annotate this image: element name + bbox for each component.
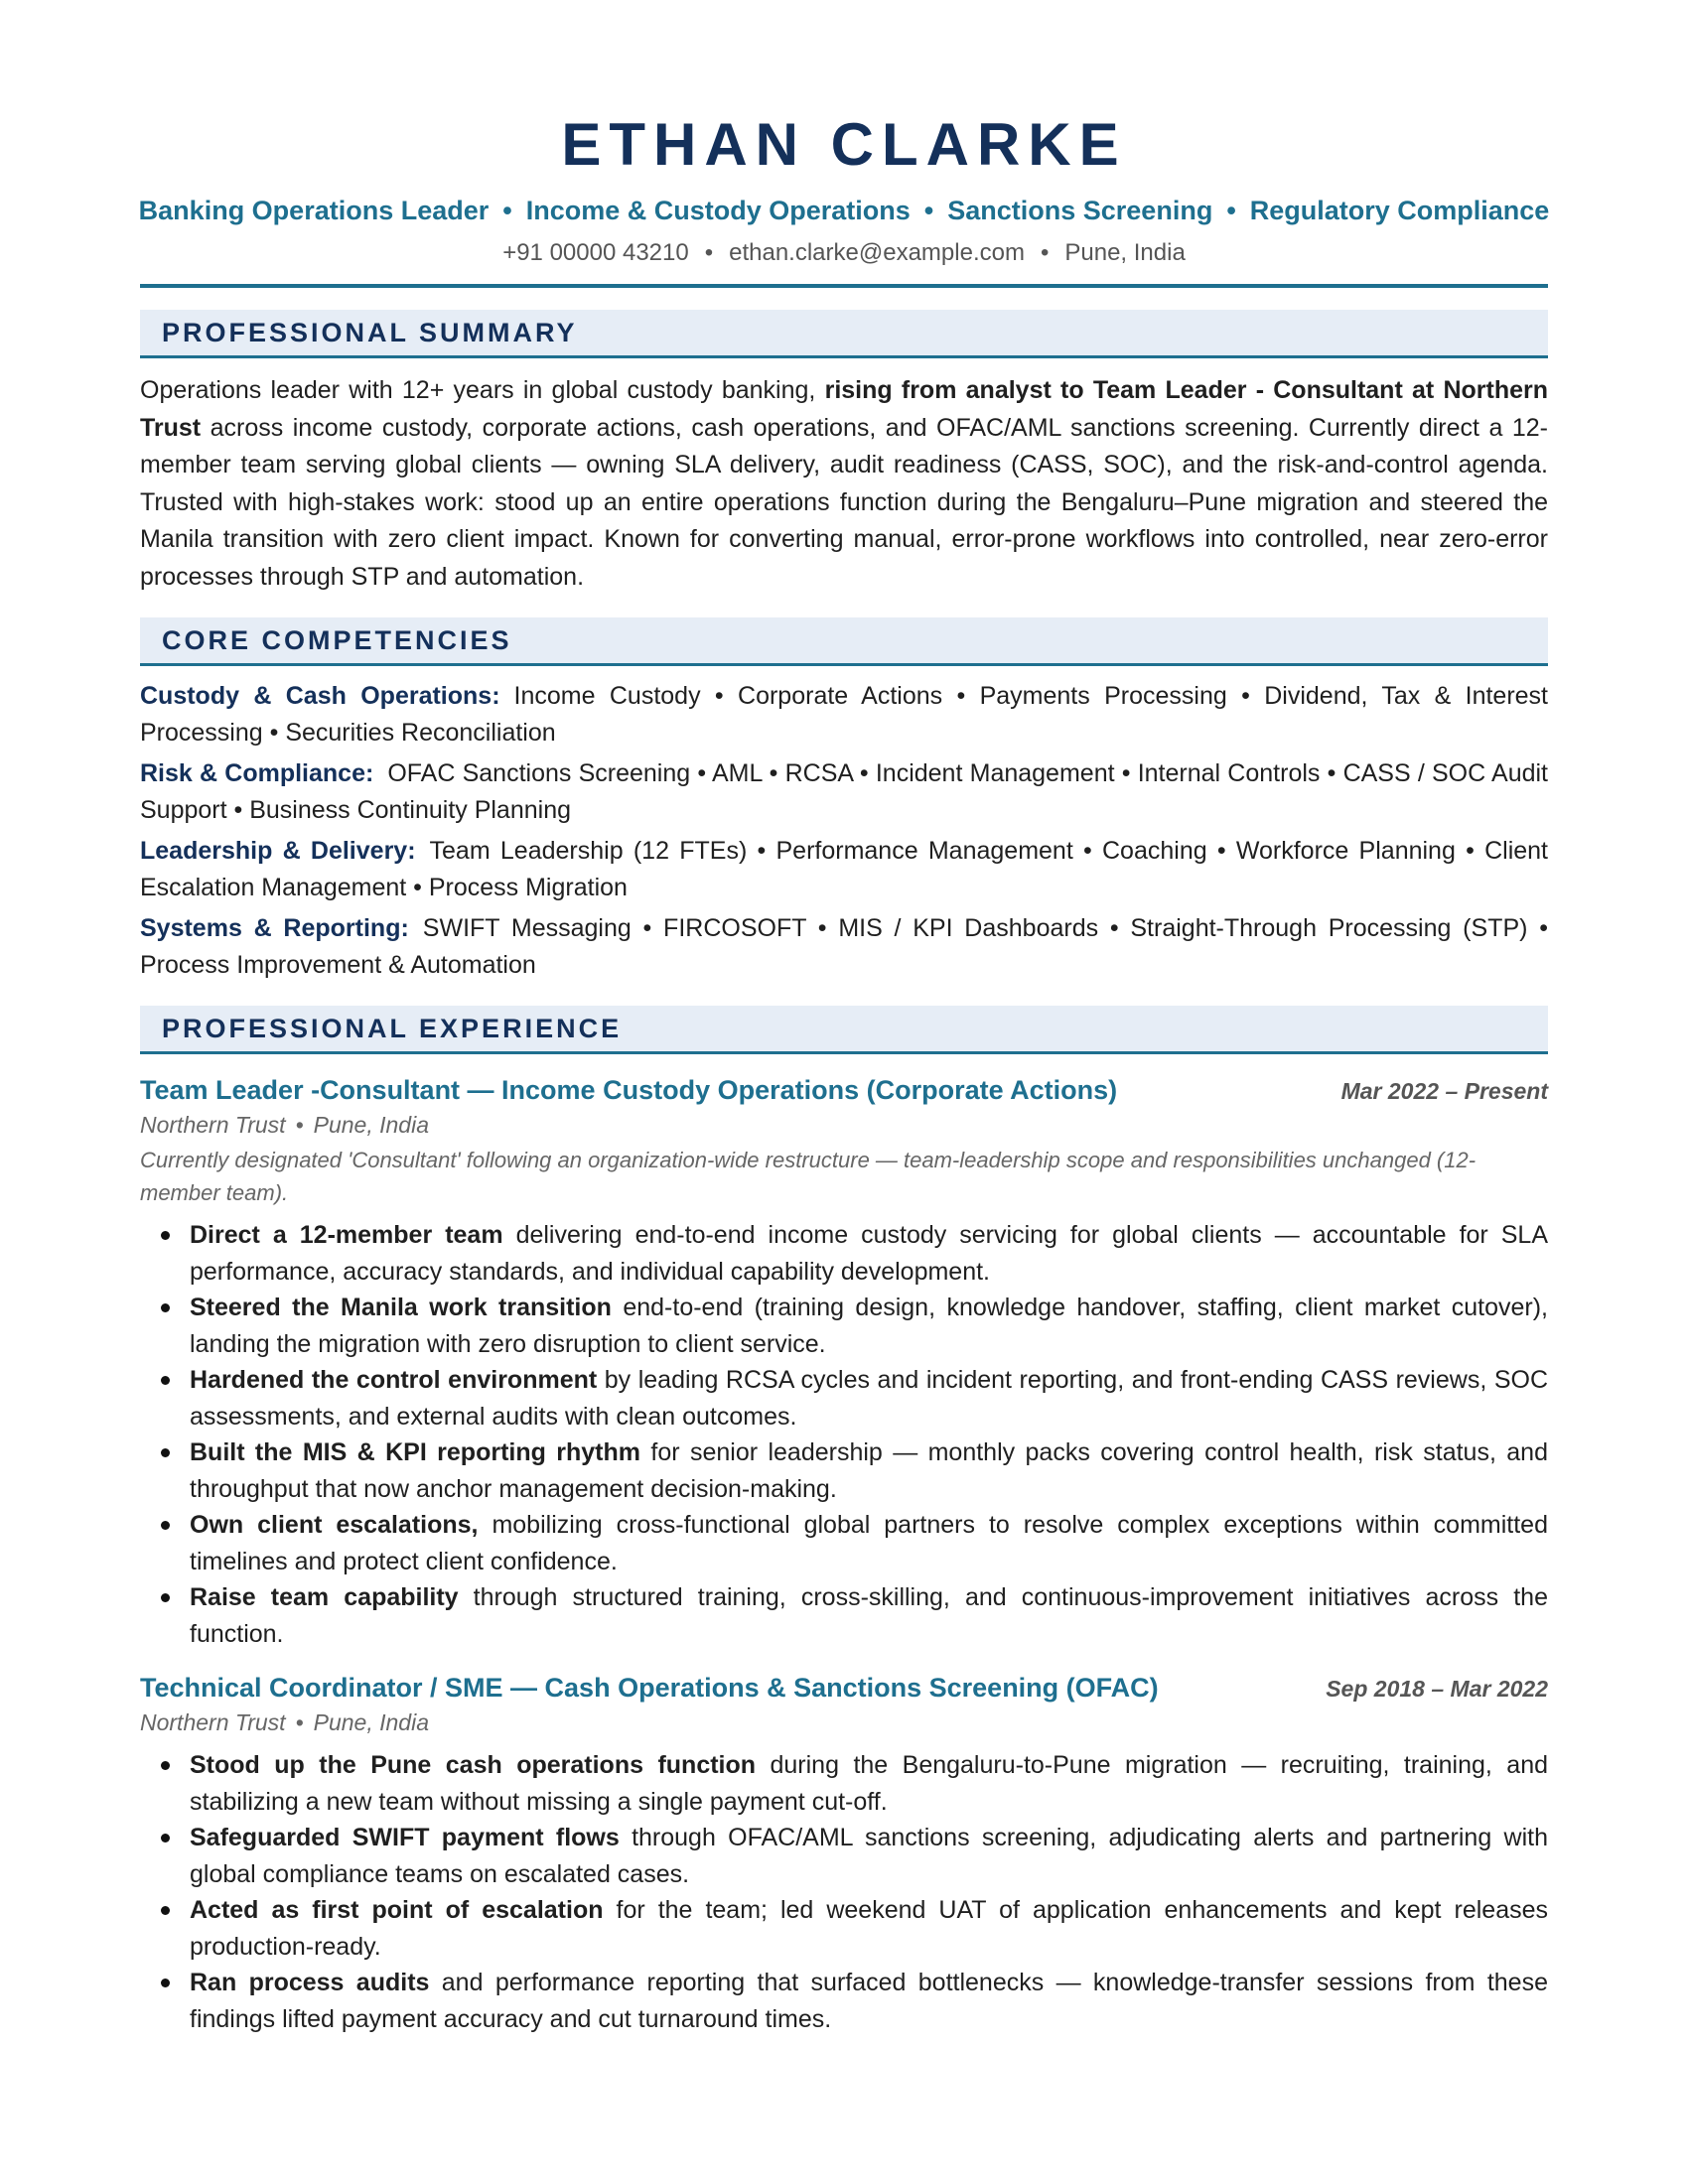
bullet-dot-icon: [161, 1593, 170, 1602]
bullet-dot-icon: [161, 1761, 170, 1770]
bullet-text: end-to-end (training design, knowledge handover, staffing, client market cutover), landing the migration with zero disruption to client service.: [190, 1294, 1548, 1358]
competency-label: Systems & Reporting:: [140, 914, 409, 942]
bullet-item: [140, 1747, 1548, 1820]
bullet-item: [140, 1290, 1548, 1362]
bullet-highlight: Stood up the Pune cash operations function: [190, 1751, 757, 1779]
job-entry: [140, 1670, 1548, 2037]
separator: •: [502, 196, 512, 225]
tagline-item: Banking Operations Leader: [138, 196, 490, 225]
competency-text: OFAC Sanctions Screening • AML • RCSA • Incident Management • Internal Controls • CASS / SOC Audit Support • Business Continuity Planning: [140, 759, 1548, 824]
bullet-text: mobilizing cross-functional global partners to resolve complex exceptions within committed timelines and protect client confidence.: [190, 1511, 1548, 1575]
candidate-name: ETHAN CLARKE: [561, 111, 1127, 178]
competency-item: [140, 678, 1548, 751]
job-location: Pune, India: [313, 1709, 429, 1735]
separator: •: [704, 239, 714, 266]
bullet-dot-icon: [161, 1906, 170, 1915]
tagline-item: Sanctions Screening: [947, 196, 1213, 225]
job-organization: [140, 1108, 1548, 1142]
job-title: Technical Coordinator / SME — Cash Operations & Sanctions Screening (OFAC): [140, 1673, 1159, 1703]
bullet-item: [140, 1892, 1548, 1965]
job-bullets: [140, 1217, 1548, 1652]
bullet-highlight: Hardened the control environment: [190, 1366, 598, 1394]
competency-text: Team Leadership (12 FTEs) • Performance Management • Coaching • Workforce Planning • Client Escalation Management • Process Migration: [140, 837, 1549, 901]
bullet-highlight: Ran process audits: [190, 1969, 430, 1996]
email[interactable]: ethan.clarke@example.com: [729, 239, 1025, 266]
tagline: [140, 193, 1548, 228]
competency-item: [140, 910, 1548, 984]
job-organization: [140, 1706, 1548, 1739]
bullet-text: during the Bengaluru-to-Pune migration — recruiting, training, and stabilizing a new team without missing a single payment cut-off.: [190, 1751, 1548, 1816]
bullet-highlight: Direct a 12-member team: [190, 1221, 503, 1249]
bullet-highlight: Safeguarded SWIFT payment flows: [190, 1824, 620, 1851]
company-name: Northern Trust: [140, 1112, 286, 1138]
competency-item: [140, 755, 1548, 829]
bullet-item: [140, 1579, 1548, 1652]
competency-label: Risk & Compliance:: [140, 759, 374, 787]
bullet-highlight: Acted as first point of escalation: [190, 1896, 604, 1924]
bullet-item: [140, 1965, 1548, 2037]
bullet-highlight: Raise team capability: [190, 1583, 459, 1611]
separator: •: [295, 1709, 304, 1735]
competency-text: Income Custody • Corporate Actions • Payments Processing • Dividend, Tax & Interest Processing • Securities Reconciliation: [140, 682, 1548, 747]
contact-line: [140, 236, 1548, 270]
summary-paragraph: [140, 372, 1548, 596]
competency-text: SWIFT Messaging • FIRCOSOFT • MIS / KPI Dashboards • Straight-Through Processing (STP) • Process Improvement & Automation: [140, 914, 1548, 979]
job-location: Pune, India: [313, 1112, 429, 1138]
bullet-dot-icon: [161, 1448, 170, 1457]
competency-label: Leadership & Delivery:: [140, 837, 416, 865]
bullet-dot-icon: [161, 1376, 170, 1385]
bullet-highlight: Built the MIS & KPI reporting rhythm: [190, 1438, 641, 1466]
summary-text: Operations leader with 12+ years in global custody banking,: [140, 376, 825, 404]
bullet-text: for senior leadership — monthly packs covering control health, risk status, and throughput that now anchor management decision-making.: [190, 1438, 1548, 1503]
bullet-item: [140, 1507, 1548, 1579]
job-dates: Mar 2022 – Present: [1340, 1078, 1548, 1104]
job-header: [140, 1670, 1548, 1706]
bullet-highlight: Steered the Manila work transition: [190, 1294, 612, 1321]
bullet-text: delivering end-to-end income custody servicing for global clients — accountable for SLA performance, accuracy standards, and individual capability development.: [190, 1221, 1548, 1286]
bullet-highlight: Own client escalations,: [190, 1511, 479, 1539]
bullet-dot-icon: [161, 1303, 170, 1312]
tagline-item: Regulatory Compliance: [1249, 196, 1550, 225]
bullet-text: through structured training, cross-skilling, and continuous-improvement initiatives across the function.: [190, 1583, 1548, 1648]
bullet-item: [140, 1820, 1548, 1892]
separator: •: [1040, 239, 1050, 266]
separator: •: [923, 196, 934, 225]
phone: +91 00000 43210: [502, 239, 689, 266]
job-bullets: [140, 1747, 1548, 2037]
separator: •: [1226, 196, 1236, 225]
bullet-dot-icon: [161, 1521, 170, 1530]
bullet-dot-icon: [161, 1979, 170, 1987]
competency-list: [140, 678, 1548, 984]
bullet-dot-icon: [161, 1834, 170, 1843]
bullet-text: and performance reporting that surfaced bottlenecks — knowledge-transfer sessions from these findings lifted payment accuracy and cut turnaround times.: [190, 1969, 1548, 2033]
summary-text: across income custody, corporate actions, cash operations, and OFAC/AML sanctions screening. Currently direct a 12-member team serving global clients — owning SLA delivery, audit readiness (CASS, SOC), and the risk-and-control agenda. Trusted with high-stakes work: stood up an entire operations function during the Bengaluru–Pune migration and steered the Manila transition with zero client impact. Known for converting manual, error-prone workflows into controlled, near zero-error processes through STP and automation.: [140, 413, 1548, 591]
company-name: Northern Trust: [140, 1709, 286, 1735]
bullet-text: through OFAC/AML sanctions screening, adjudicating alerts and partnering with global compliance teams on escalated cases.: [190, 1824, 1548, 1888]
separator: •: [295, 1112, 304, 1138]
tagline-item: Income & Custody Operations: [525, 196, 911, 225]
summary-highlight: rising from analyst to Team Leader - Consultant at Northern Trust: [140, 376, 1548, 442]
bullet-item: [140, 1434, 1548, 1507]
bullet-text: by leading RCSA cycles and incident reporting, and front-ending CASS reviews, SOC assessments, and external audits with clean outcomes.: [190, 1366, 1548, 1431]
header-divider: [140, 284, 1548, 288]
job-entry: [140, 1072, 1548, 1652]
competency-item: [140, 833, 1548, 906]
bullet-item: [140, 1217, 1548, 1290]
section-heading-summary: PROFESSIONAL SUMMARY: [140, 310, 1548, 358]
bullet-dot-icon: [161, 1231, 170, 1240]
bullet-item: [140, 1362, 1548, 1434]
job-note: Currently designated 'Consultant' following an organization-wide restructure — team-leadership scope and responsibilities unchanged (12-member team).: [140, 1148, 1477, 1205]
section-heading-experience: PROFESSIONAL EXPERIENCE: [140, 1006, 1548, 1054]
bullet-text: for the team; led weekend UAT of application enhancements and kept releases production-ready.: [190, 1896, 1548, 1961]
job-header: [140, 1072, 1548, 1108]
job-title: Team Leader -Consultant — Income Custody Operations (Corporate Actions): [140, 1075, 1118, 1105]
section-heading-competencies: CORE COMPETENCIES: [140, 617, 1548, 666]
location: Pune, India: [1064, 239, 1186, 266]
competency-label: Custody & Cash Operations:: [140, 682, 500, 710]
job-dates: Sep 2018 – Mar 2022: [1326, 1676, 1548, 1702]
